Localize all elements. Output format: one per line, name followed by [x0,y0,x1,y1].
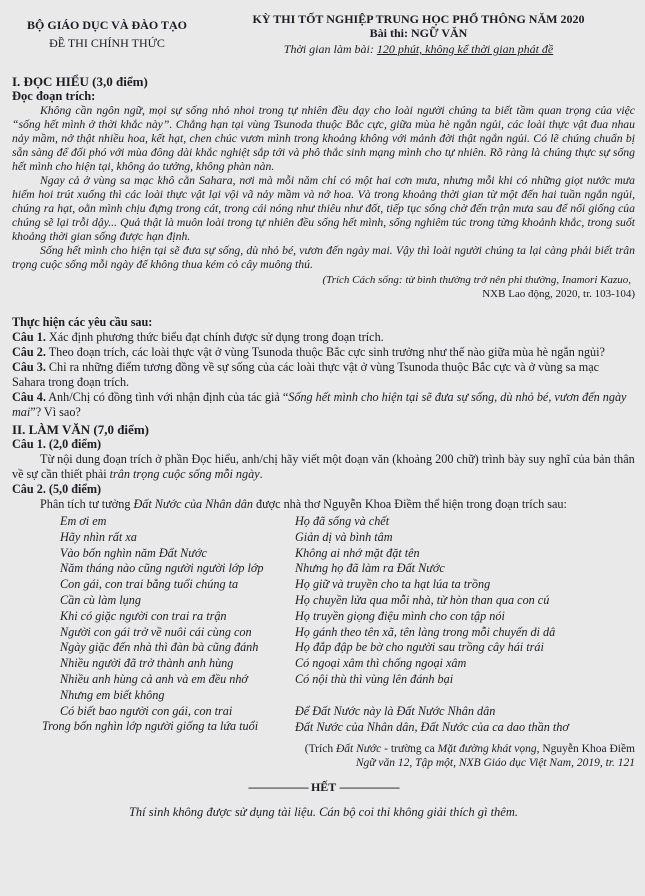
poem-line: Em ơi em [60,514,107,528]
official-label: ĐỀ THI CHÍNH THỨC [49,36,165,50]
question-label: Câu 2. [12,345,46,359]
poem-citation [12,743,635,770]
ministry-name: BỘ GIÁO DỤC VÀ ĐÀO TẠO [27,18,187,32]
poem-line: Đất Nước của Nhân dân, Đất Nước của ca dao thần thơ [295,719,569,734]
footer-note: Thí sinh không được sử dụng tài liệu. Cán bộ coi thi không giải thích gì thêm. [128,805,519,820]
poem-line: Họ chuyền lửa qua mỗi nhà, từ hòn than qua con cú [295,592,550,607]
question-3 [12,360,635,390]
time-prefix: Thời gian làm bài: [283,42,377,56]
poem-line: Khi có giặc người con trai ra trận [60,608,227,623]
poem-citation-line2: Ngữ văn 12, Tập một, NXB Giáo dục Việt Nam, 2019, tr. 121 [355,756,635,769]
essay-q2-text: Phân tích tư tưởng [40,497,134,511]
poem-citation-line1 [12,743,635,757]
end-dashes-right: -------------------- [339,780,399,795]
poem-line: Họ đắp đập be bờ cho người sau trồng cây hái trái [295,640,544,655]
tasks-section [12,315,635,420]
time-line [202,42,635,56]
end-dashes-left: -------------------- [248,780,308,795]
poem-line: Có ngoại xâm thì chống ngoại xâm [295,656,467,671]
poem-line: Vào bốn nghìn năm Đất Nước [60,545,207,560]
reading-label: Đọc đoạn trích: [12,89,96,103]
reading-citation-line2: NXB Lao động, 2020, tr. 103-104) [482,287,635,300]
question-text: Chỉ ra những điểm tương đồng về sự sống của các loài thực vật ở vùng Tsunoda thuộc Bắc cực và ở vùng sa mạc Sahara trong đoạn trích. [12,360,600,389]
poem-line: Họ truyền giọng điệu mình cho con tập nói [295,608,505,623]
poem-line: Trong bốn nghìn lớp người giống ta lứa tuổi [42,719,259,734]
reading-paragraph-1: Không cần ngôn ngữ, mọi sự sống nhỏ nhoi trong tự nhiên đều dạy cho loài người chúng ta biết tầm quan trọng của việc “sống hết mình ở thời khắc này”. Chẳng hạn tại vùng Tsunoda thuộc Bắc cực, giữa mùa hè ngắn ngủi, các loài thực vật đua nhau nảy mầm, nở thật nhiều hoa, kết hạt, chen chúc vươn mình trong khoảng không với mảnh đời thật ngắn ngủi. Có lẽ chúng chuẩn bị sẵn sàng để đối phó với mùa đông dài khắc nghiệt sắp tới và phô thắc sinh mạng mình cho tự nhiên. Rõ ràng là chúng thực sự sống hết mình cho hiện tại, không ảo tưởng, không phàn nàn. [12,104,635,173]
poem-line: Họ gánh theo tên xã, tên làng trong mỗi chuyến di dâ [295,624,556,639]
poem-line: Họ giữ và truyền cho ta hạt lúa ta trồng [295,577,491,592]
poem-line: Hãy nhìn rất xa [60,529,137,544]
end-marker [12,780,635,795]
question-label: Câu 1. [12,330,46,344]
reading-citation-line1: (Trích Cách sống: từ bình thường trở nên phi thường, Inamori Kazuo, [322,274,631,286]
poem-citation-text: - trường ca [381,743,438,756]
essay-q1-end: . [259,467,263,481]
essay-question-1-title [12,437,635,452]
poem-citation-text: (Trích [304,743,336,756]
poem-line: Nhiều anh hùng cả anh và em đều nhớ [60,671,248,686]
exam-header [12,12,635,56]
poem-line: Nhiều người đã trở thành anh hùng [60,656,234,671]
question-text: Anh/Chị có đồng tình với nhận định của tác giả “ [45,390,289,404]
part2-section [12,422,635,512]
poem-citation-italic: Mặt đường khát vọng [437,743,537,756]
poem-citation-text: , Nguyễn Khoa Điềm [536,743,635,756]
tasks-title: Thực hiện các yêu cầu sau: [12,315,153,329]
poem-line: Giản dị và bình tâm [295,529,393,544]
poem-citation-italic: Đất Nước [335,743,382,756]
poem-line: Không ai nhớ mặt đặt tên [295,545,420,560]
essay-q2-italic: Đất Nước của Nhân dân [133,497,253,511]
essay-q1-italic: trân trọng cuộc sống mỗi ngày [109,467,260,481]
question-1 [12,330,635,345]
reading-citation [12,274,635,301]
essay-question-1-text [12,452,635,482]
reading-paragraph-2: Ngay cả ở vùng sa mạc khô cằn Sahara, nơi mà mỗi năm chỉ có một hai cơn mưa, nhưng mỗi khi có những giọt nước mưa hiếm hoi trút xuống thì các loài thực vật lại vội vã nảy mầm và nở hoa. Và trong khoảng thời gian từ một đến hai tuần ngắn ngủi, chúng ra hạt, oằn mình chịu đựng trong cát, trong cái nóng như thiêu như đốt, tiếp tục sống chờ đến trận mưa sau để nối giống của chúng sẽ lại trỗi dậy... Quả thật là muôn loài trong tự nhiên đều sống hết mình, sống nghiêm túc trong từng khoảnh khắc, trong suốt khoảng thời gian sống được hạn định. [12,174,635,243]
question-label: Câu 3. [12,360,46,374]
poem-line: Có biết bao người con gái, con trai [60,703,233,718]
question-text-end: ”? Vì sao? [30,405,81,419]
poem-line: Ngày giặc đến nhà thì đàn bà cũng đánh [60,640,259,655]
header-left [12,12,202,56]
poem-column-left [12,514,295,735]
reading-paragraph-3: Sống hết mình cho hiện tại sẽ đưa sự sống, dù nhỏ bé, vươn đến ngày mai. Vậy thì loài người chúng ta lại càng phải biết trân trọng cuộc sống mỗi ngày để không thua kém cỏ cây muông thú. [12,244,635,271]
subject-label: Bài thi: NGỮ VĂN [369,26,468,40]
header-right [202,12,635,56]
poem-line: Con gái, con trai bằng tuổi chúng ta [60,577,239,592]
part1-title: I. ĐỌC HIỂU (3,0 điểm) [12,74,148,89]
poem-line: Nhưng họ đã làm ra Đất Nước [295,561,445,576]
poem-line: Có nội thù thì vùng lên đánh bại [295,671,454,686]
essay-q2-end: được nhà thơ Nguyễn Khoa Điềm thể hiện trong đoạn trích sau: [252,497,567,511]
question-text: Theo đoạn trích, các loài thực vật ở vùng Tsunoda thuộc Bắc cực sinh trưởng như thế nào giữa mùa hè ngắn ngủi? [45,345,605,359]
poem-line: Năm tháng nào cũng người người lớp lớp [60,561,264,576]
essay-q1-text: Từ nội dung đoạn trích ở phần Đọc hiểu, anh/chị hãy viết một đoạn văn (khoảng 200 chữ) trình bày suy nghĩ của bản thân về sự cần thiết phải [12,452,635,481]
question-label: Câu 4. [12,390,46,404]
essay-question-1-heading: Câu 1. (2,0 điểm) [12,437,102,451]
time-value: 120 phút, không kể thời gian phát đề [376,42,554,56]
question-quote: Sống hết mình cho hiện tại sẽ đưa sự sống, dù nhỏ bé, vươn đến ngày mai [12,390,627,419]
question-2 [12,345,635,360]
question-4 [12,390,635,420]
end-label: HẾT [310,780,337,795]
question-text: Xác định phương thức biểu đạt chính được sử dụng trong đoạn trích. [45,330,384,344]
part2-title: II. LÀM VĂN (7,0 điểm) [12,422,149,437]
poem-excerpt [12,514,635,735]
poem-column-right [295,514,635,735]
poem-line: Để Đất Nước này là Đất Nước Nhân dân [295,703,496,718]
essay-question-2-title: Câu 2. (5,0 điểm) [12,482,102,496]
essay-question-2-text [12,497,635,512]
exam-title: KỲ THI TỐT NGHIỆP TRUNG HỌC PHỔ THÔNG NĂM 2020 [252,12,585,26]
poem-line: Họ đã sống và chết [295,514,390,528]
poem-line: Người con gái trở về nuôi cái cùng con [60,624,252,639]
poem-line: Nhưng em biết không [60,687,165,702]
poem-line: Cần cù làm lụng [60,592,141,607]
